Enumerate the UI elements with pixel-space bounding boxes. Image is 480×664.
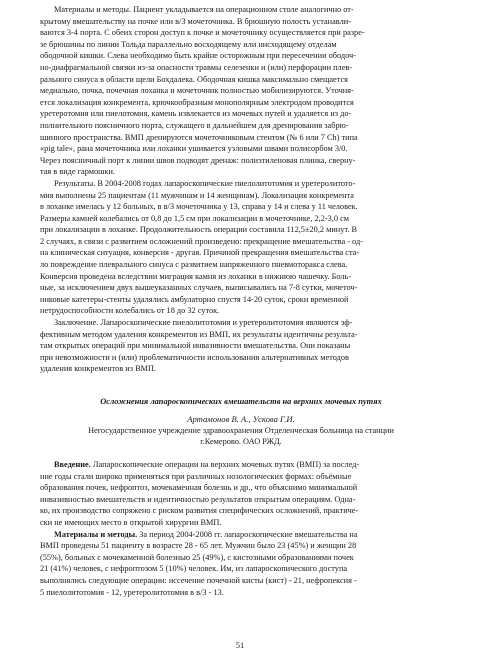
- section-gap: [40, 375, 442, 397]
- methods-paragraph: Материалы и методы. Пациент укладывается на операционном столе аналогично от- крытому вмешательству на почке или в/3 мочеточника. В брюшную полость устанавли- ваются 3-4 порта. С обеих сторон доступ к почке и мочеточнику осуществляется при разре- зе брюшины по линии Тольда параллельно восходящему или нисходящему отделам ободочной кишки. Слева необходимо быть крайне осторожным при пересечении ободоч- но-диафрагмальной связки из-за опасности травмы селезенки и (или) перфорации плев- рального синуса в области щели Бохдалека. Ободочная кишка максимально смещается медиально, почка, почечная лоханка и мочеточник полностью мобилизируются. Уточня- ется локализация конкремента, крючкообразным монополярным электродом проводится уретеротомия или пиелотомия, камень извлекается из мочевых путей и удаляется из до- полнительного поясничного порта, служащего в дальнейшем для дренирования забрю- шинного пространства. ВМП дренируются мочеточниковым стентом (№ 6 или 7 Ch) типа «pig tale», рана мочеточника или лоханки ушивается узловыми швами полисорбом 3/0. Через поясничный порт к линии швов подводят дренаж: полиэтиленовая плинка, сверну- тая в виде гармошки.: [40, 5, 365, 177]
- section-gap: [40, 447, 442, 459]
- methods2-paragraph: [40, 529, 442, 599]
- article-affiliation: Негосударственное учреждение здравоохранения Отделенческая больница на станции г.Кемерово. ОАО РЖД.: [88, 426, 394, 446]
- results-paragraph: Результаты. В 2004-2008 годах лапароскопические пиелолитотомия и уретеролитото- мия выполнены 25 пациентам (11 мужчинам и 14 женщинам). Локализация конкремента в лоханке имелась у 12 больных, в в/3 мочеточника у 13, справа у 14 и слева у 11 человек. Размеры камней колебались от 0,8 до 1,5 см при локализации в мочеточнике, 2,2-3,0 см при локализации в лоханке. Продолжительность операции составила 112,5±20,2 минут. В 2 случаях, в связи с развитием осложнений произведено: прекращение вмешательства - од- на клиническая ситуация, конверсия - другая. Причиной прекращения вмешательства ста- ло повреждение плеврального синуса с развитием напряженного пневмоторакса слева. Конверсия проведена вследствии миграция камня из лоханки в нижнюю чашечку. Боль- ные, за исключением двух вышеуказанных случаев, выписывались на 7-8 сутки, мочеточ- никовые катетеры-стенты удалялись амбулаторно спустя 14-20 суток, сроки временной нетрудоспособности колебались от 18 до 32 суток.: [40, 178, 363, 316]
- article-authors: Артамонов В. А., Ускова Г.И.: [187, 414, 295, 424]
- conclusion-paragraph: Заключение. Лапароскопические пиелолитотомия и уретеролитотомия являются эф- фективным методом удаления конкрементов из ВМП, их результаты идентичны результа- там открытых операций при минимальной инвазивности вмешательства. Они показаны при невозможности и (или) проблематичности использования альтернативных методов удаления конкрементов из ВМП.: [40, 318, 358, 374]
- page-number: 51: [235, 640, 245, 650]
- intro-lead: Введение.: [54, 460, 91, 469]
- methods2-text: За период 2004-2008 гг. лапароскопические вмешательства на ВМП проведены 51 пациенту в возрасте 28 - 65 лет. Мужчин было 23 (45%) и женщин 28 (55%), больных с мочекаменной болезнью 25 (49%), с кистозными образованиями почек 21 (41%) человек, с нефроптозом 5 (10%) человек. Им, из лапароскопического доступа выполнялись следующие операции: иссечение почечной кисты (кист) - 21, нефропексия - 5 пиелолитотомия - 12, уретеролитотомия в в/3 - 13.: [40, 529, 358, 597]
- intro-paragraph: [40, 459, 442, 529]
- intro-text: Лапароскопические операции на верхних мочевых путях (ВМП) за послед- ние годы стали широко применяться при различных нозологических формах: объёмные образования почек, нефроптоз, мочекаменная болезнь и др., что объяснимо минимальной инвазивностью вмешательств и идентичностью результатов открытым операциям. Одна- ко, их производство сопряжено с риском развития специфических осложнений, практиче- ски не имеющих место в открытой хирургии ВМП.: [40, 460, 360, 527]
- article-title: Осложнения лапароскопических вмешательств на верхних мочевых путях: [100, 397, 382, 406]
- methods2-lead: Материалы и методы.: [54, 529, 138, 539]
